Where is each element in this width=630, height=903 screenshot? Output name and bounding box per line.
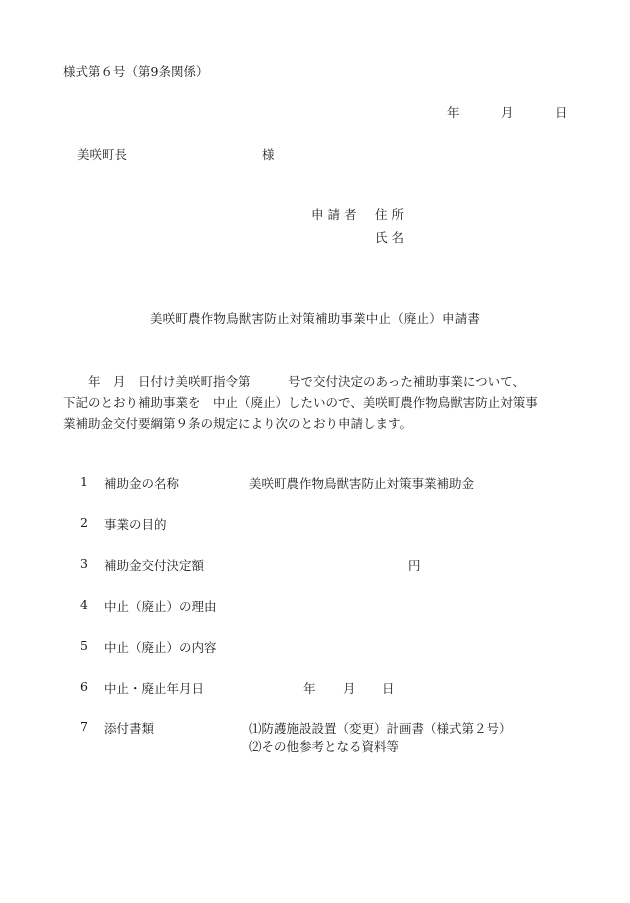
item-row-1 [0, 474, 630, 490]
body-paragraph [63, 371, 579, 434]
attachment-2: ⑵その他参考となる資料等 [249, 739, 400, 754]
item-label: 中止（廃止）の内容 [104, 640, 217, 655]
document-title: 美咲町農作物鳥獣害防止対策補助事業中止（廃止）申請書 [149, 311, 481, 326]
item-row-6 [0, 679, 630, 695]
item-number: 6 [80, 679, 88, 694]
item-row-2 [0, 515, 630, 531]
date-month-label: 月 [501, 105, 514, 120]
item-number: 4 [80, 597, 88, 612]
item-label: 補助金交付決定額 [104, 558, 205, 573]
item-number: 7 [80, 719, 88, 734]
item-value: 美咲町農作物鳥獣害防止対策事業補助金 [249, 476, 475, 491]
item-label: 補助金の名称 [104, 476, 180, 491]
item-row-3 [0, 556, 630, 572]
addressee-honorific: 様 [262, 147, 275, 162]
body-line: 年 月 日付け美咲町指令第 号で交付決定のあった補助事業について、 [63, 374, 525, 389]
body-line: 下記のとおり補助事業を 中止（廃止）したいので、美咲町農作物鳥獣害防止対策事 [63, 395, 538, 410]
name-label: 氏 名 [375, 230, 404, 245]
date-year-label: 年 [447, 105, 460, 120]
item-number: 1 [80, 474, 88, 489]
item-row-4 [0, 597, 630, 613]
body-line: 業補助金交付要綱第９条の規定により次のとおり申請します。 [63, 416, 413, 431]
applicant-label: 申 請 者 [311, 207, 357, 222]
item-row-7 [0, 719, 630, 735]
address-label: 住 所 [375, 207, 404, 222]
attachment-1: ⑴防護施設設置（変更）計画書（様式第２号） [249, 721, 512, 736]
item-label: 添付書類 [104, 721, 155, 736]
item-number: 3 [80, 556, 88, 571]
yen-unit: 円 [408, 558, 421, 573]
date-day-label: 日 [555, 105, 568, 120]
item-label: 中止・廃止年月日 [104, 681, 205, 696]
item-label: 中止（廃止）の理由 [104, 599, 217, 614]
stop-date-year: 年 [303, 681, 316, 696]
item-label: 事業の目的 [104, 517, 167, 532]
form-number: 様式第６号（第9条関係） [63, 64, 209, 79]
addressee-name: 美咲町長 [77, 147, 128, 162]
item-number: 5 [80, 638, 88, 653]
stop-date-month: 月 [343, 681, 356, 696]
item-number: 2 [80, 515, 88, 530]
stop-date-day: 日 [382, 681, 395, 696]
item-row-5 [0, 638, 630, 654]
